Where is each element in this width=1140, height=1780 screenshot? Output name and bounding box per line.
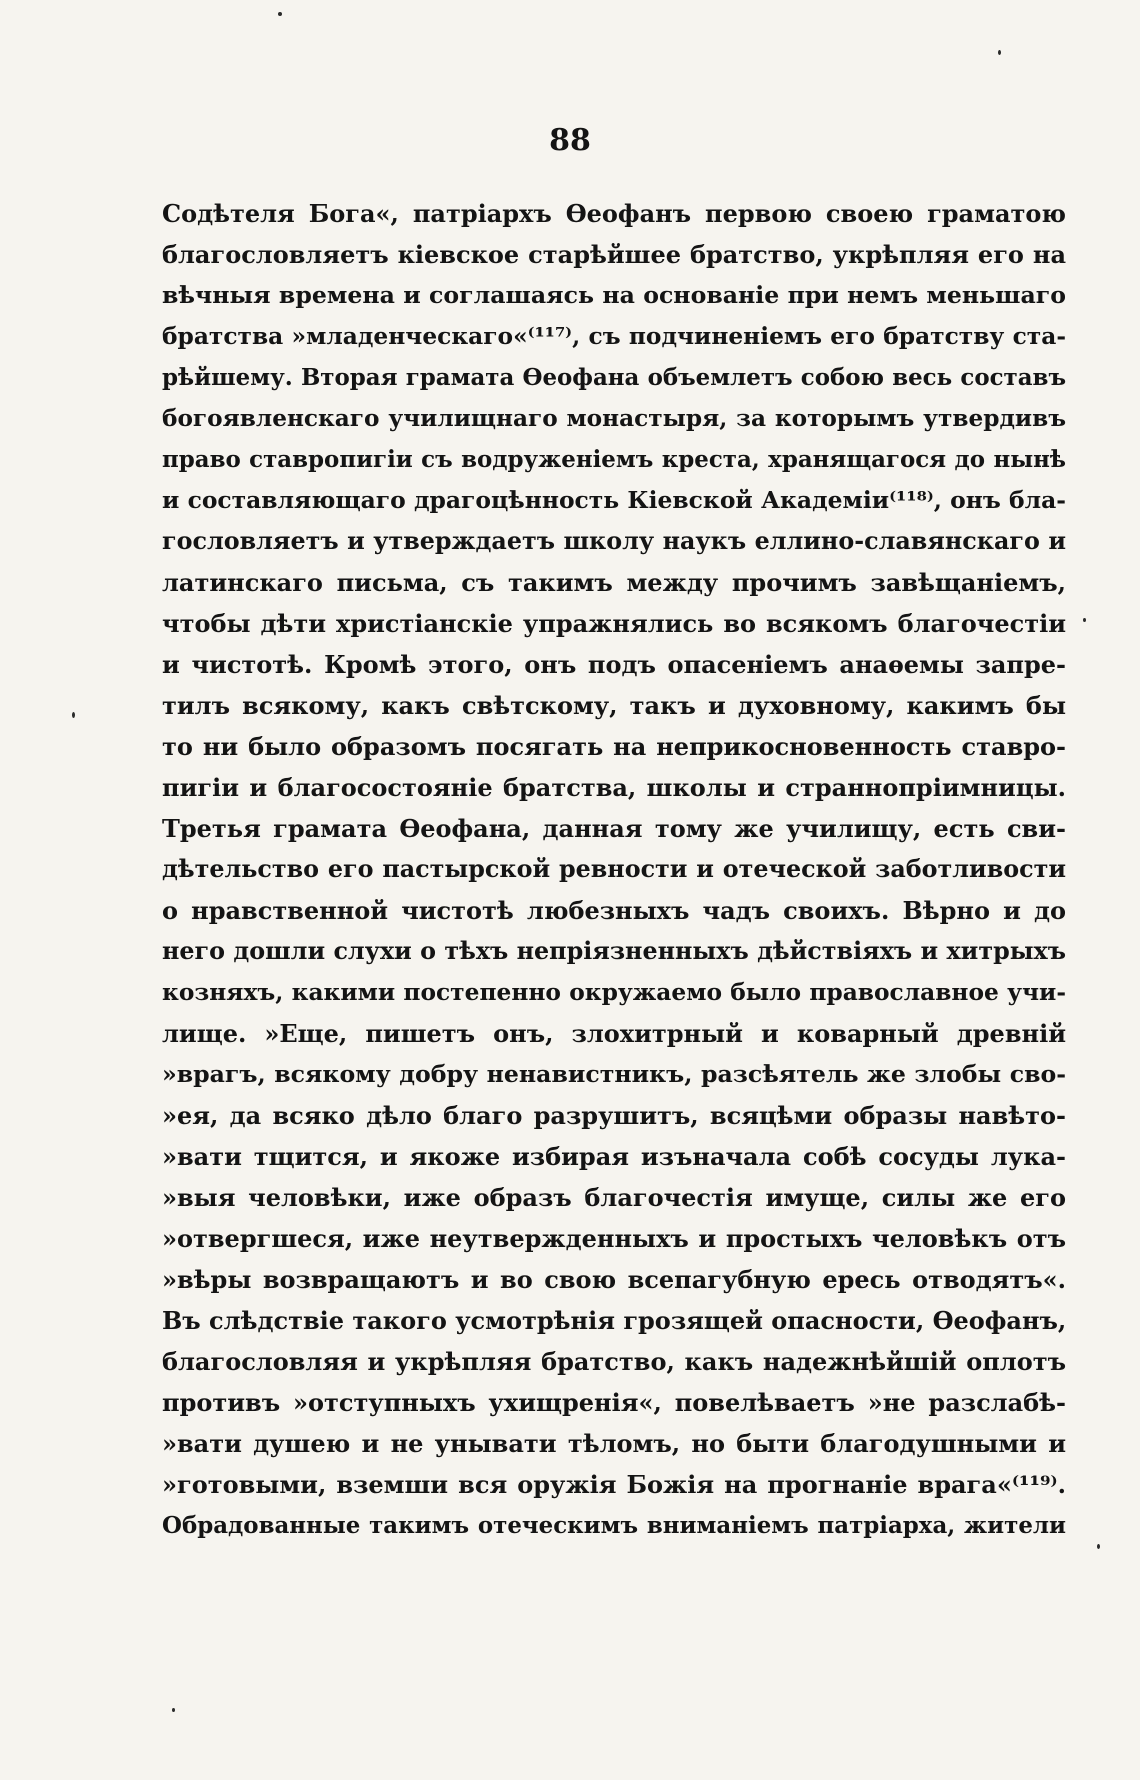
scan-speck (1083, 618, 1086, 622)
text-line: и чистотѣ. Кромѣ этого, онъ подъ опасеніемъ анаѳемы запре- (162, 650, 1066, 679)
text-line: вѣчныя времена и соглашаясь на основаніе при немъ меньшаго (162, 281, 1066, 309)
text-line: него дошли слухи о тѣхъ непріязненныхъ дѣйствіяхъ и хитрыхъ (162, 937, 1066, 965)
text-line: право ставропигіи съ водруженіемъ креста, хранящагося до нынѣ (162, 446, 1066, 473)
text-line: »готовыми, вземши вся оружія Божія на прогнаніе врага«⁽¹¹⁹⁾. (162, 1470, 1066, 1499)
text-line: рѣйшему. Вторая грамата Ѳеофана объемлетъ собою весь составъ (162, 364, 1066, 391)
text-line: благословляя и укрѣпляя братство, какъ надежнѣйшій оплотъ (162, 1347, 1066, 1376)
text-line: »вати душею и не унывати тѣломъ, но быти благодушными и (162, 1429, 1066, 1458)
text-line: богоявленскаго училищнаго монастыря, за которымъ утвердивъ (162, 405, 1066, 432)
text-line: лище. »Еще, пишетъ онъ, злохитрный и коварный древній (162, 1019, 1066, 1048)
text-line: гословляетъ и утверждаетъ школу наукъ еллино-славянскаго и (162, 527, 1066, 555)
text-line: Обрадованные такимъ отеческимъ вниманіемъ патріарха, жители (162, 1512, 1066, 1539)
text-line: »ея, да всяко дѣло благо разрушитъ, всяцѣми образы навѣто- (162, 1101, 1066, 1130)
scan-speck (72, 712, 75, 718)
text-line: »выя человѣки, иже образъ благочестія имуще, силы же его (162, 1183, 1066, 1212)
text-line: то ни было образомъ посягать на неприкосновенность ставро- (162, 732, 1066, 761)
text-line: »вѣры возвращаютъ и во свою всепагубную ересь отводятъ«. (162, 1265, 1066, 1294)
scan-speck (278, 12, 282, 16)
text-line: пигіи и благосостояніе братства, школы и страннопріимницы. (162, 773, 1066, 802)
text-line: латинскаго письма, съ такимъ между прочимъ завѣщаніемъ, (162, 568, 1066, 597)
text-line: Содѣтеля Бога«, патріархъ Ѳеофанъ первою своею граматою (162, 199, 1066, 228)
text-line: Третья грамата Ѳеофана, данная тому же училищу, есть сви- (162, 814, 1066, 843)
text-line: противъ »отступныхъ ухищренія«, повелѣваетъ »не разслабѣ- (162, 1388, 1066, 1417)
text-line: »отвергшеся, иже неутвержденныхъ и простыхъ человѣкъ отъ (162, 1224, 1066, 1253)
scan-speck (998, 50, 1001, 55)
text-line: благословляетъ кіевское старѣйшее братство, укрѣпляя его на (162, 240, 1066, 269)
page-number: 88 (549, 123, 591, 158)
text-line: тилъ всякому, какъ свѣтскому, такъ и духовному, какимъ бы (162, 691, 1066, 720)
body-text (162, 193, 1066, 1546)
text-line: братства »младенческаго«⁽¹¹⁷⁾, съ подчиненіемъ его братству ста- (162, 323, 1066, 350)
text-line: »вати тщится, и якоже избирая изъначала собѣ сосуды лука- (162, 1142, 1066, 1171)
text-line: о нравственной чистотѣ любезныхъ чадъ своихъ. Вѣрно и до (162, 896, 1066, 925)
text-line: Въ слѣдствіе такого усмотрѣнія грозящей опасности, Ѳеофанъ, (162, 1306, 1067, 1335)
text-line: »врагъ, всякому добру ненавистникъ, разсѣятель же злобы сво- (162, 1060, 1066, 1088)
scan-speck (172, 1708, 175, 1712)
text-line: и составляющаго драгоцѣнность Кіевской Академіи⁽¹¹⁸⁾, онъ бла- (162, 486, 1066, 514)
text-line: чтобы дѣти христіанскіе упражнялись во всякомъ благочестіи (162, 609, 1066, 638)
text-line: козняхъ, какими постепенно окружаемо было православное учи- (162, 979, 1066, 1006)
scan-speck (1097, 1544, 1100, 1549)
text-line: дѣтельство его пастырской ревности и отеческой заботливости (162, 855, 1066, 883)
